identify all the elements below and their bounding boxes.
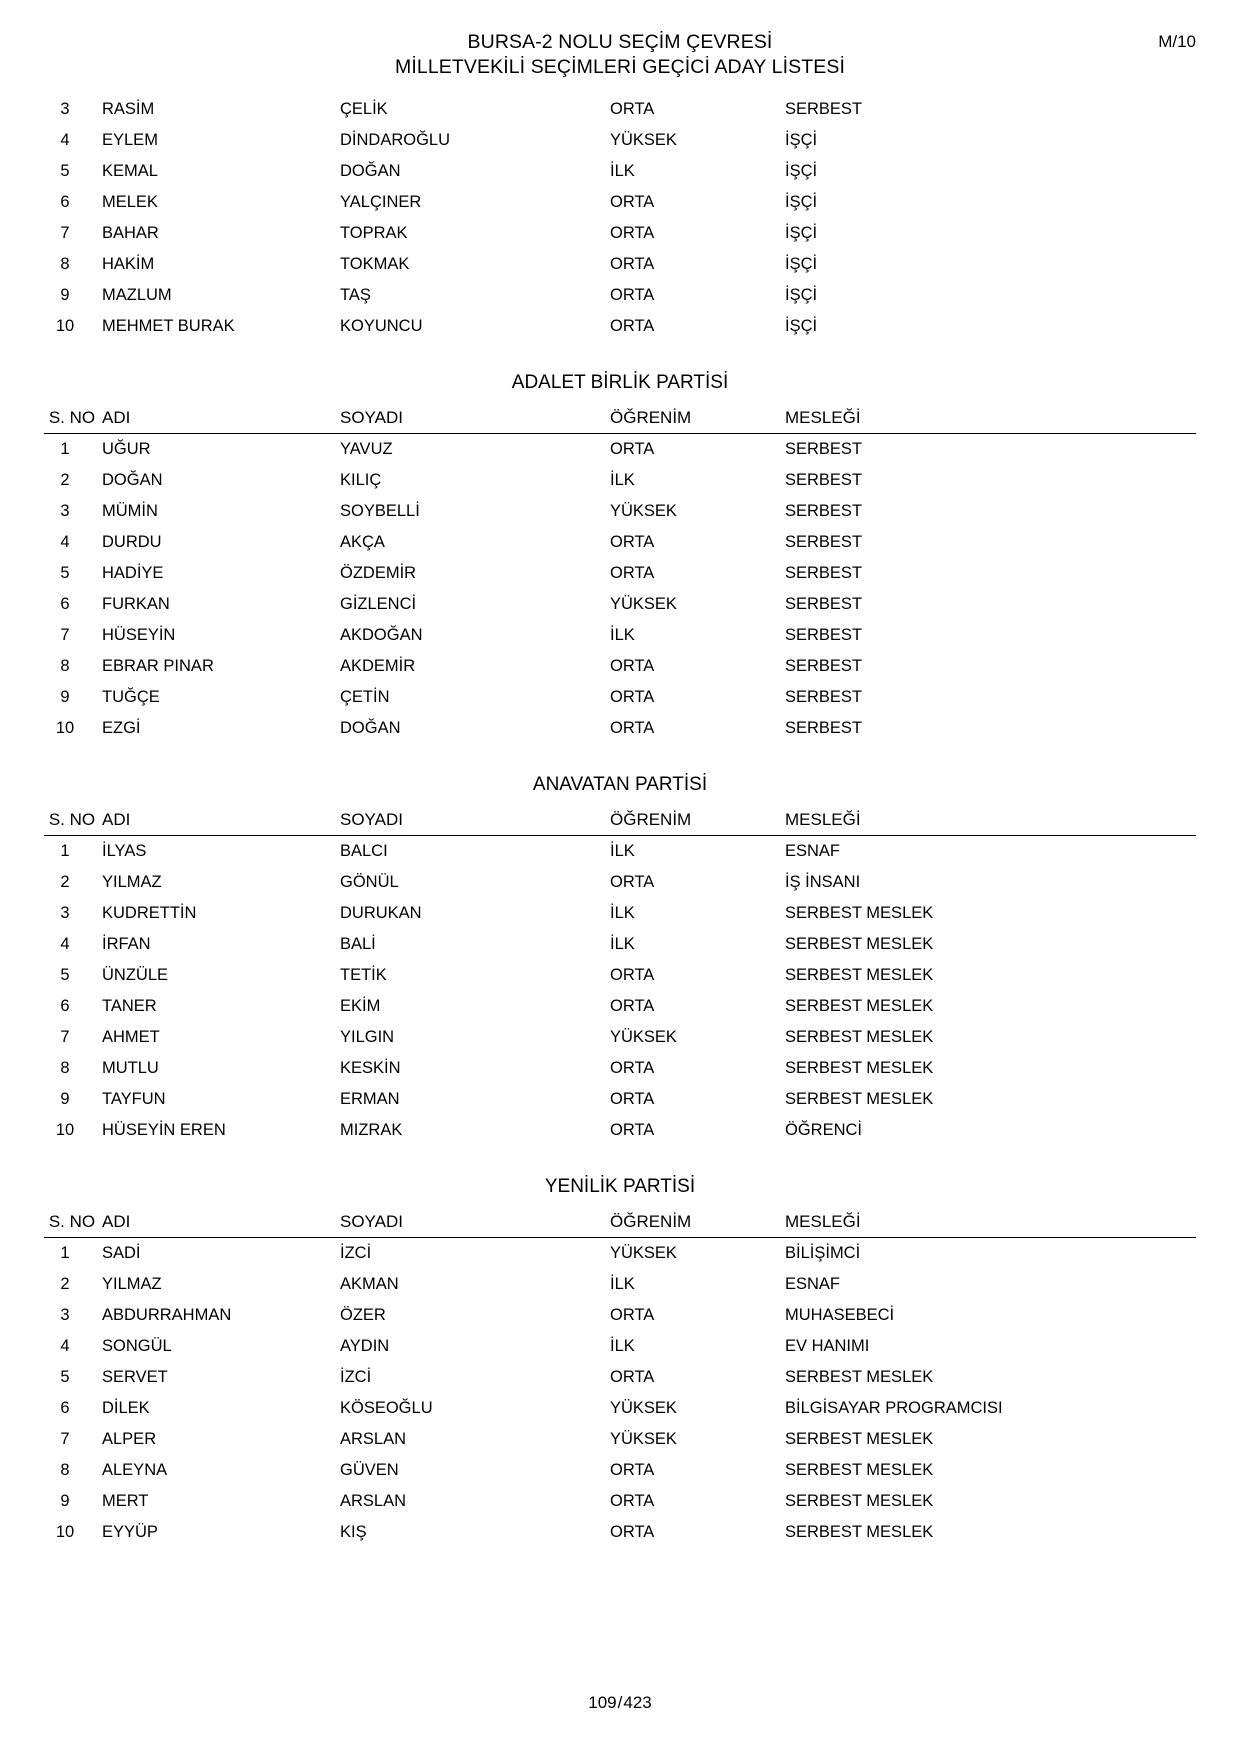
cell-meslegi: SERBEST: [785, 688, 863, 706]
table-row: [44, 898, 1196, 929]
table-row: [44, 991, 1196, 1022]
cell-adi: HÜSEYİN EREN: [102, 1121, 226, 1139]
cell-sira-no: 5: [60, 564, 70, 582]
page-footer: [0, 1693, 1240, 1713]
cell-soyadi: EKİM: [340, 997, 381, 1015]
cell-sira-no: 1: [60, 1244, 70, 1262]
cell-soyadi: ÖZDEMİR: [340, 564, 417, 582]
cell-adi: TAYFUN: [102, 1090, 166, 1108]
cell-adi: ALPER: [102, 1430, 157, 1448]
table-row: [44, 434, 1196, 466]
cell-soyadi: SOYBELLİ: [340, 502, 420, 520]
table-row: [44, 867, 1196, 898]
party-sections: [44, 372, 1196, 1548]
table-row: [44, 1269, 1196, 1300]
candidate-table: [44, 406, 1196, 744]
cell-sira-no: 6: [60, 1399, 70, 1417]
cell-ogrenim: ORTA: [610, 286, 655, 304]
table-row: [44, 1115, 1196, 1146]
cell-adi: HAKİM: [102, 255, 155, 273]
cell-adi: RASİM: [102, 100, 155, 118]
cell-sira-no: 6: [60, 595, 70, 613]
column-header-meslegi: MESLEĞİ: [785, 808, 1196, 836]
cell-soyadi: DOĞAN: [340, 162, 401, 180]
cell-sira-no: 4: [60, 533, 70, 551]
cell-adi: TUĞÇE: [102, 688, 160, 706]
cell-soyadi: TOKMAK: [340, 255, 410, 273]
cell-adi: DOĞAN: [102, 471, 163, 489]
cell-meslegi: SERBEST: [785, 100, 863, 118]
cell-adi: HÜSEYİN: [102, 626, 176, 644]
cell-sira-no: 9: [60, 286, 70, 304]
cell-meslegi: İŞÇİ: [785, 131, 818, 149]
party-title: ANAVATAN PARTİSİ: [532, 774, 708, 795]
cell-soyadi: BALCI: [340, 842, 388, 860]
party-section: [44, 372, 1196, 744]
cell-soyadi: AKDOĞAN: [340, 626, 423, 644]
table-row: [44, 1393, 1196, 1424]
cell-adi: YILMAZ: [102, 873, 162, 891]
table-row: [44, 280, 1196, 311]
cell-meslegi: İŞÇİ: [785, 224, 818, 242]
cell-adi: AHMET: [102, 1028, 160, 1046]
cell-soyadi: ARSLAN: [340, 1430, 407, 1448]
cell-soyadi: ÇELİK: [340, 100, 388, 118]
cell-sira-no: 8: [60, 1461, 70, 1479]
column-header-soyadi: SOYADI: [340, 1210, 610, 1238]
cell-ogrenim: İLK: [610, 1275, 635, 1293]
table-header-row: [44, 808, 1196, 836]
party-title: ADALET BİRLİK PARTİSİ: [511, 372, 729, 393]
cell-meslegi: SERBEST: [785, 502, 863, 520]
footer-total-pages: 423: [623, 1693, 652, 1712]
table-row: [44, 1022, 1196, 1053]
column-header-sira-no: S. NO: [44, 808, 100, 836]
table-row: [44, 1084, 1196, 1115]
table-row: [44, 836, 1196, 868]
cell-adi: EYYÜP: [102, 1523, 158, 1541]
cell-sira-no: 7: [60, 224, 70, 242]
cell-adi: SONGÜL: [102, 1337, 172, 1355]
cell-ogrenim: YÜKSEK: [610, 1399, 677, 1417]
table-row: [44, 1053, 1196, 1084]
table-row: [44, 311, 1196, 342]
table-row: [44, 156, 1196, 187]
cell-meslegi: İŞÇİ: [785, 162, 818, 180]
cell-ogrenim: YÜKSEK: [610, 1028, 677, 1046]
cell-meslegi: SERBEST MESLEK: [785, 997, 934, 1015]
cell-soyadi: ÇETİN: [340, 688, 390, 706]
cell-ogrenim: YÜKSEK: [610, 1430, 677, 1448]
cell-adi: DURDU: [102, 533, 162, 551]
cell-soyadi: AKÇA: [340, 533, 385, 551]
cell-meslegi: MUHASEBECİ: [785, 1306, 895, 1324]
column-header-sira-no: S. NO: [44, 1210, 100, 1238]
cell-sira-no: 3: [60, 1306, 70, 1324]
cell-sira-no: 6: [60, 193, 70, 211]
cell-sira-no: 10: [55, 1121, 75, 1139]
cell-meslegi: SERBEST MESLEK: [785, 1461, 934, 1479]
cell-meslegi: SERBEST: [785, 657, 863, 675]
cell-adi: İRFAN: [102, 935, 151, 953]
cell-adi: ABDURRAHMAN: [102, 1306, 232, 1324]
column-header-sira-no: S. NO: [44, 406, 100, 434]
table-row: [44, 496, 1196, 527]
cell-adi: ÜNZÜLE: [102, 966, 169, 984]
cell-soyadi: DURUKAN: [340, 904, 422, 922]
cell-sira-no: 10: [55, 719, 75, 737]
cell-meslegi: SERBEST: [785, 471, 863, 489]
table-row: [44, 589, 1196, 620]
cell-meslegi: SERBEST MESLEK: [785, 1090, 934, 1108]
cell-meslegi: SERBEST: [785, 719, 863, 737]
cell-adi: DİLEK: [102, 1399, 150, 1417]
cell-soyadi: BALİ: [340, 935, 376, 953]
cell-ogrenim: YÜKSEK: [610, 1244, 677, 1262]
table-row: [44, 929, 1196, 960]
cell-ogrenim: İLK: [610, 471, 635, 489]
cell-adi: SADİ: [102, 1244, 141, 1262]
cell-sira-no: 7: [60, 626, 70, 644]
cell-ogrenim: İLK: [610, 842, 635, 860]
cell-ogrenim: İLK: [610, 626, 635, 644]
table-header-row: [44, 1210, 1196, 1238]
table-row: [44, 527, 1196, 558]
cell-soyadi: ARSLAN: [340, 1492, 407, 1510]
cell-soyadi: KIŞ: [340, 1523, 367, 1541]
document-title-line-1: BURSA-2 NOLU SEÇİM ÇEVRESİ: [467, 31, 773, 53]
cell-meslegi: SERBEST: [785, 564, 863, 582]
table-body: [44, 1238, 1196, 1549]
cell-ogrenim: YÜKSEK: [610, 502, 677, 520]
footer-separator: /: [617, 1693, 623, 1712]
cell-ogrenim: ORTA: [610, 1492, 655, 1510]
cell-sira-no: 9: [60, 1492, 70, 1510]
cell-meslegi: İŞÇİ: [785, 317, 818, 335]
cell-adi: KEMAL: [102, 162, 158, 180]
column-header-ogrenim: ÖĞRENİM: [610, 1210, 785, 1238]
cell-soyadi: GÖNÜL: [340, 873, 399, 891]
cell-sira-no: 2: [60, 873, 70, 891]
cell-sira-no: 9: [60, 688, 70, 706]
table-row: [44, 218, 1196, 249]
document-header: [44, 30, 1196, 80]
cell-meslegi: SERBEST MESLEK: [785, 1368, 934, 1386]
cell-adi: MERT: [102, 1492, 149, 1510]
table-row: [44, 1362, 1196, 1393]
column-header-meslegi: MESLEĞİ: [785, 1210, 1196, 1238]
cell-adi: SERVET: [102, 1368, 168, 1386]
cell-soyadi: AKMAN: [340, 1275, 399, 1293]
table-row: [44, 249, 1196, 280]
table-row: [44, 960, 1196, 991]
cell-ogrenim: İLK: [610, 904, 635, 922]
cell-sira-no: 4: [60, 1337, 70, 1355]
cell-soyadi: İZCİ: [340, 1368, 372, 1386]
cell-soyadi: YAVUZ: [340, 440, 393, 458]
cell-ogrenim: ORTA: [610, 997, 655, 1015]
cell-adi: ALEYNA: [102, 1461, 168, 1479]
cell-meslegi: İŞÇİ: [785, 255, 818, 273]
cell-soyadi: KESKİN: [340, 1059, 401, 1077]
cell-sira-no: 3: [60, 100, 70, 118]
cell-soyadi: ÖZER: [340, 1306, 386, 1324]
continued-table-body: [44, 94, 1196, 342]
cell-soyadi: TOPRAK: [340, 224, 408, 242]
cell-sira-no: 6: [60, 997, 70, 1015]
cell-sira-no: 3: [60, 502, 70, 520]
cell-ogrenim: ORTA: [610, 966, 655, 984]
cell-soyadi: DOĞAN: [340, 719, 401, 737]
continued-candidate-table: [44, 94, 1196, 342]
cell-ogrenim: İLK: [610, 162, 635, 180]
cell-meslegi: SERBEST MESLEK: [785, 1059, 934, 1077]
cell-soyadi: AKDEMİR: [340, 657, 416, 675]
cell-ogrenim: ORTA: [610, 1461, 655, 1479]
table-head: [44, 808, 1196, 836]
cell-ogrenim: İLK: [610, 935, 635, 953]
column-header-adi: ADI: [100, 808, 340, 836]
page-code-label: M/10: [1158, 32, 1196, 51]
cell-soyadi: TAŞ: [340, 286, 371, 304]
cell-adi: UĞUR: [102, 440, 151, 458]
table-head: [44, 1210, 1196, 1238]
candidate-table: [44, 1210, 1196, 1548]
cell-meslegi: EV HANIMI: [785, 1337, 870, 1355]
cell-meslegi: SERBEST MESLEK: [785, 1028, 934, 1046]
cell-adi: HADİYE: [102, 564, 164, 582]
cell-meslegi: İŞÇİ: [785, 286, 818, 304]
cell-ogrenim: ORTA: [610, 1306, 655, 1324]
cell-sira-no: 8: [60, 255, 70, 273]
column-header-soyadi: SOYADI: [340, 406, 610, 434]
cell-ogrenim: ORTA: [610, 719, 655, 737]
cell-ogrenim: ORTA: [610, 255, 655, 273]
cell-adi: BAHAR: [102, 224, 159, 242]
cell-adi: FURKAN: [102, 595, 170, 613]
cell-sira-no: 2: [60, 1275, 70, 1293]
cell-adi: MEHMET BURAK: [102, 317, 235, 335]
cell-soyadi: GİZLENCİ: [340, 595, 417, 613]
column-header-adi: ADI: [100, 1210, 340, 1238]
cell-sira-no: 9: [60, 1090, 70, 1108]
party-title: YENİLİK PARTİSİ: [544, 1176, 696, 1197]
column-header-ogrenim: ÖĞRENİM: [610, 808, 785, 836]
cell-adi: EYLEM: [102, 131, 158, 149]
cell-sira-no: 7: [60, 1028, 70, 1046]
cell-sira-no: 3: [60, 904, 70, 922]
table-header-row: [44, 406, 1196, 434]
footer-current-page: 109: [588, 1693, 617, 1712]
table-row: [44, 713, 1196, 744]
cell-meslegi: BİLİŞİMCİ: [785, 1244, 861, 1262]
cell-ogrenim: İLK: [610, 1337, 635, 1355]
cell-soyadi: YALÇINER: [340, 193, 422, 211]
table-row: [44, 1300, 1196, 1331]
cell-soyadi: YILGIN: [340, 1028, 395, 1046]
document-title-line-2: MİLLETVEKİLİ SEÇİMLERİ GEÇİCİ ADAY LİSTESİ: [395, 56, 845, 78]
candidate-table: [44, 808, 1196, 1146]
cell-meslegi: SERBEST MESLEK: [785, 935, 934, 953]
cell-meslegi: ESNAF: [785, 1275, 841, 1293]
cell-sira-no: 10: [55, 317, 75, 335]
cell-sira-no: 4: [60, 131, 70, 149]
cell-ogrenim: YÜKSEK: [610, 131, 677, 149]
cell-meslegi: SERBEST MESLEK: [785, 1523, 934, 1541]
cell-meslegi: SERBEST: [785, 533, 863, 551]
cell-ogrenim: ORTA: [610, 688, 655, 706]
column-header-adi: ADI: [100, 406, 340, 434]
cell-adi: TANER: [102, 997, 157, 1015]
table-row: [44, 620, 1196, 651]
cell-sira-no: 8: [60, 657, 70, 675]
cell-soyadi: GÜVEN: [340, 1461, 399, 1479]
cell-adi: KUDRETTİN: [102, 904, 197, 922]
cell-soyadi: ERMAN: [340, 1090, 400, 1108]
column-header-meslegi: MESLEĞİ: [785, 406, 1196, 434]
cell-adi: İLYAS: [102, 842, 147, 860]
column-header-soyadi: SOYADI: [340, 808, 610, 836]
table-row: [44, 1455, 1196, 1486]
cell-ogrenim: ORTA: [610, 1368, 655, 1386]
party-section: [44, 774, 1196, 1146]
cell-meslegi: SERBEST: [785, 626, 863, 644]
cell-ogrenim: ORTA: [610, 564, 655, 582]
cell-sira-no: 5: [60, 1368, 70, 1386]
cell-meslegi: SERBEST MESLEK: [785, 1430, 934, 1448]
cell-adi: EZGİ: [102, 719, 141, 737]
party-section: [44, 1176, 1196, 1548]
cell-adi: MELEK: [102, 193, 158, 211]
cell-soyadi: KÖSEOĞLU: [340, 1399, 433, 1417]
cell-meslegi: BİLGİSAYAR PROGRAMCISI: [785, 1399, 1003, 1417]
cell-sira-no: 5: [60, 966, 70, 984]
cell-sira-no: 5: [60, 162, 70, 180]
cell-ogrenim: ORTA: [610, 317, 655, 335]
cell-ogrenim: ORTA: [610, 224, 655, 242]
column-header-ogrenim: ÖĞRENİM: [610, 406, 785, 434]
cell-sira-no: 4: [60, 935, 70, 953]
cell-ogrenim: ORTA: [610, 657, 655, 675]
table-row: [44, 1238, 1196, 1270]
cell-ogrenim: ORTA: [610, 440, 655, 458]
cell-adi: EBRAR PINAR: [102, 657, 214, 675]
table-row: [44, 1331, 1196, 1362]
cell-soyadi: MIZRAK: [340, 1121, 403, 1139]
cell-ogrenim: YÜKSEK: [610, 595, 677, 613]
cell-adi: MUTLU: [102, 1059, 159, 1077]
cell-sira-no: 1: [60, 440, 70, 458]
table-row: [44, 187, 1196, 218]
table-row: [44, 651, 1196, 682]
cell-meslegi: SERBEST: [785, 440, 863, 458]
cell-sira-no: 2: [60, 471, 70, 489]
cell-meslegi: İŞ İNSANI: [785, 873, 861, 891]
cell-meslegi: ÖĞRENCİ: [785, 1121, 863, 1139]
table-head: [44, 406, 1196, 434]
table-row: [44, 1486, 1196, 1517]
table-row: [44, 125, 1196, 156]
table-row: [44, 682, 1196, 713]
cell-meslegi: SERBEST MESLEK: [785, 1492, 934, 1510]
cell-soyadi: İZCİ: [340, 1244, 372, 1262]
cell-soyadi: KILIÇ: [340, 471, 382, 489]
cell-ogrenim: ORTA: [610, 1059, 655, 1077]
table-row: [44, 1424, 1196, 1455]
cell-meslegi: SERBEST MESLEK: [785, 966, 934, 984]
table-body: [44, 434, 1196, 745]
cell-adi: YILMAZ: [102, 1275, 162, 1293]
table-row: [44, 465, 1196, 496]
cell-soyadi: KOYUNCU: [340, 317, 423, 335]
cell-sira-no: 7: [60, 1430, 70, 1448]
cell-ogrenim: ORTA: [610, 873, 655, 891]
table-row: [44, 1517, 1196, 1548]
cell-ogrenim: ORTA: [610, 1121, 655, 1139]
cell-sira-no: 8: [60, 1059, 70, 1077]
table-row: [44, 558, 1196, 589]
cell-ogrenim: ORTA: [610, 100, 655, 118]
cell-soyadi: AYDIN: [340, 1337, 390, 1355]
cell-ogrenim: ORTA: [610, 1523, 655, 1541]
cell-meslegi: SERBEST: [785, 595, 863, 613]
cell-adi: MAZLUM: [102, 286, 172, 304]
cell-ogrenim: ORTA: [610, 1090, 655, 1108]
cell-sira-no: 10: [55, 1523, 75, 1541]
cell-soyadi: DİNDAROĞLU: [340, 131, 451, 149]
cell-adi: MÜMİN: [102, 502, 158, 520]
cell-ogrenim: ORTA: [610, 193, 655, 211]
cell-meslegi: SERBEST MESLEK: [785, 904, 934, 922]
cell-sira-no: 1: [60, 842, 70, 860]
table-body: [44, 836, 1196, 1147]
cell-soyadi: TETİK: [340, 966, 387, 984]
cell-meslegi: İŞÇİ: [785, 193, 818, 211]
cell-ogrenim: ORTA: [610, 533, 655, 551]
cell-meslegi: ESNAF: [785, 842, 841, 860]
table-row: [44, 94, 1196, 125]
